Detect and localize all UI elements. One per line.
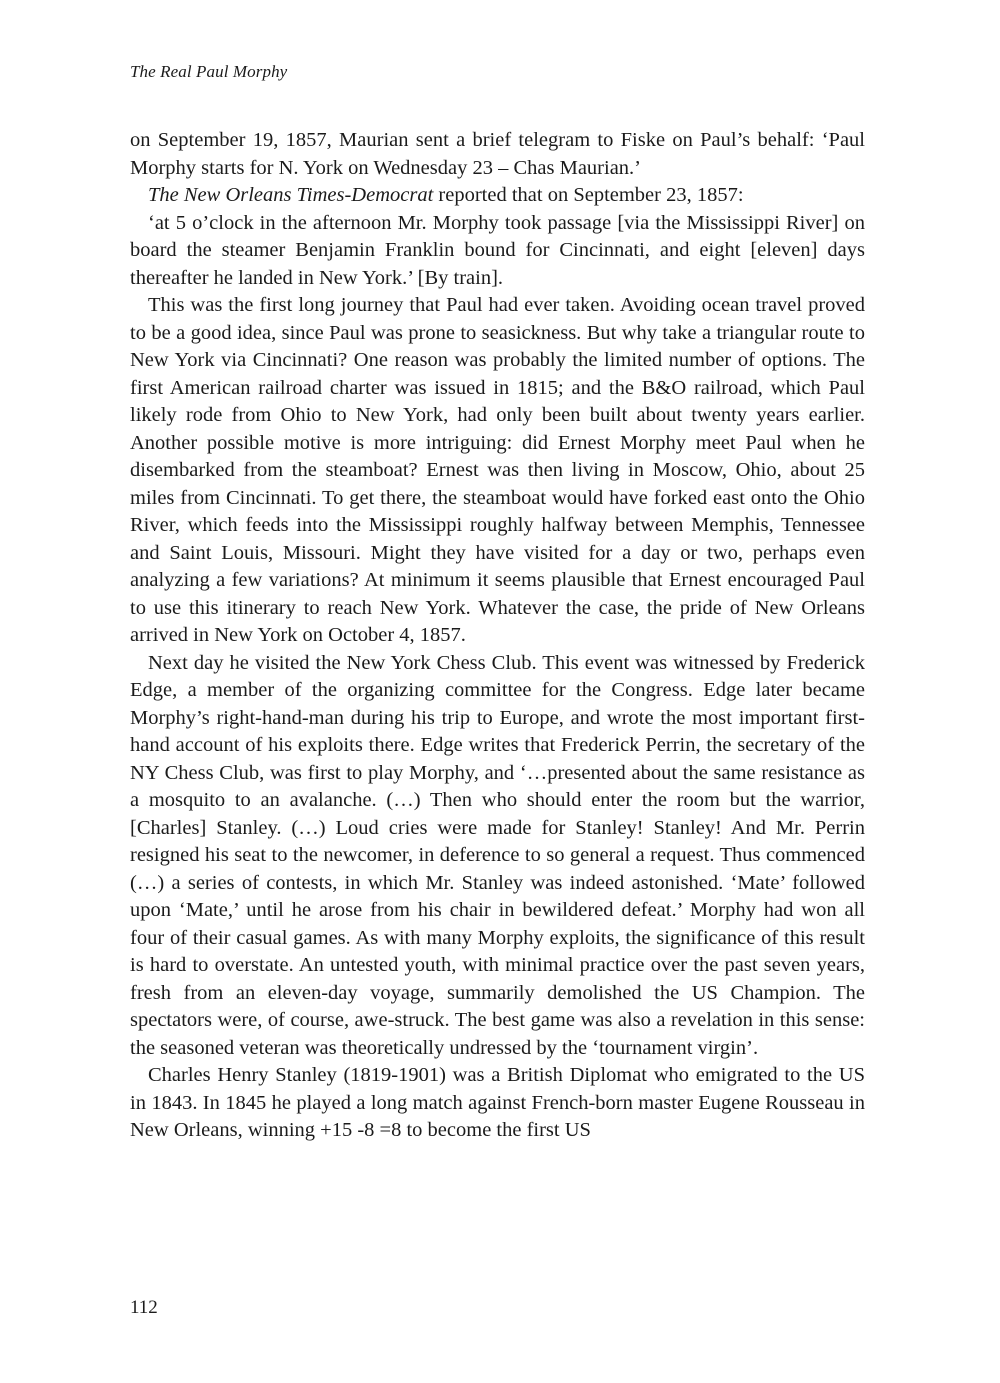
page-number: 112 xyxy=(130,1297,158,1318)
quotation: ‘at 5 o’clock in the afternoon Mr. Morphy took passage [via the Mississippi River] on board the steamer Benjamin Franklin bound for Cincinnati, and eight [eleven] days thereafter he landed in New York.’ [By train]. xyxy=(130,211,865,289)
body-text xyxy=(130,127,865,1145)
paragraph: Next day he visited the New York Chess Club. This event was witnessed by Frederick Edge, a member of the organizing committee for the Congress. Edge later became Morphy’s right-hand-man during his trip to Europe, and wrote the most important first-hand account of his exploits there. Edge writes that Frederick Perrin, the secretary of the NY Chess Club, was first to play Morphy, and ‘…presented about the same resistance as a mosquito to an avalanche. (…) Then who should enter the room but the warrior, [Charles] Stanley. (…) Loud cries were made for Stanley! Stanley! And Mr. Perrin resigned his seat to the newcomer, in deference to so general a request. Thus commenced (…) a series of contests, in which Mr. Stanley was indeed astonished. ‘Mate’ followed upon ‘Mate,’ until he arose from his chair in bewildered defeat.’ Morphy had won all four of their casual games. As with many Morphy exploits, the significance of this result is hard to overstate. An untested youth, with minimal practice over the past seven years, fresh from an eleven-day voyage, summarily demolished the US Champion. The spectators were, of course, awe-struck. The best game was also a revelation in this sense: the seasoned veteran was theoretically undressed by the ‘tournament virgin’. xyxy=(130,651,865,1059)
paragraph: This was the first long journey that Paul had ever taken. Avoiding ocean travel proved to be a good idea, since Paul was prone to seasickness. But why take a triangular route to New York via Cincinnati? One reason was probably the limited number of options. The first American railroad charter was issued in 1815; and the B&O railroad, which Paul likely rode from Ohio to New York, had only been built about twenty years earlier. Another possible motive is more intriguing: did Ernest Morphy meet Paul when he disembarked from the steamboat? Ernest was then living in Moscow, Ohio, about 25 miles from Cincinnati. To get there, the steamboat would have forked east onto the Ohio River, which feeds into the Mississippi roughly halfway between Memphis, Tennessee and Saint Louis, Missouri. Might they have visited for a day or two, perhaps even analyzing a few variations? At minimum it seems plausible that Ernest encouraged Paul to use this itinerary to reach New York. Whatever the case, the pride of New Orleans arrived in New York on October 4, 1857. xyxy=(130,294,865,646)
paragraph xyxy=(130,182,865,210)
running-head: The Real Paul Morphy xyxy=(130,62,288,81)
newspaper-title: The New Orleans Times-Democrat xyxy=(148,184,434,206)
paragraph-text: reported that on September 23, 1857: xyxy=(433,184,744,206)
paragraph: on September 19, 1857, Maurian sent a brief telegram to Fiske on Paul’s behalf: ‘Paul Morphy starts for N. York on Wednesday 23 – Chas Maurian.’ xyxy=(130,129,865,179)
paragraph: Charles Henry Stanley (1819-1901) was a British Diplomat who emigrated to the US in 1843. In 1845 he played a long match against French-born master Eugene Rousseau in New Orleans, winning +15 -8 =8 to become the first US xyxy=(130,1064,865,1141)
